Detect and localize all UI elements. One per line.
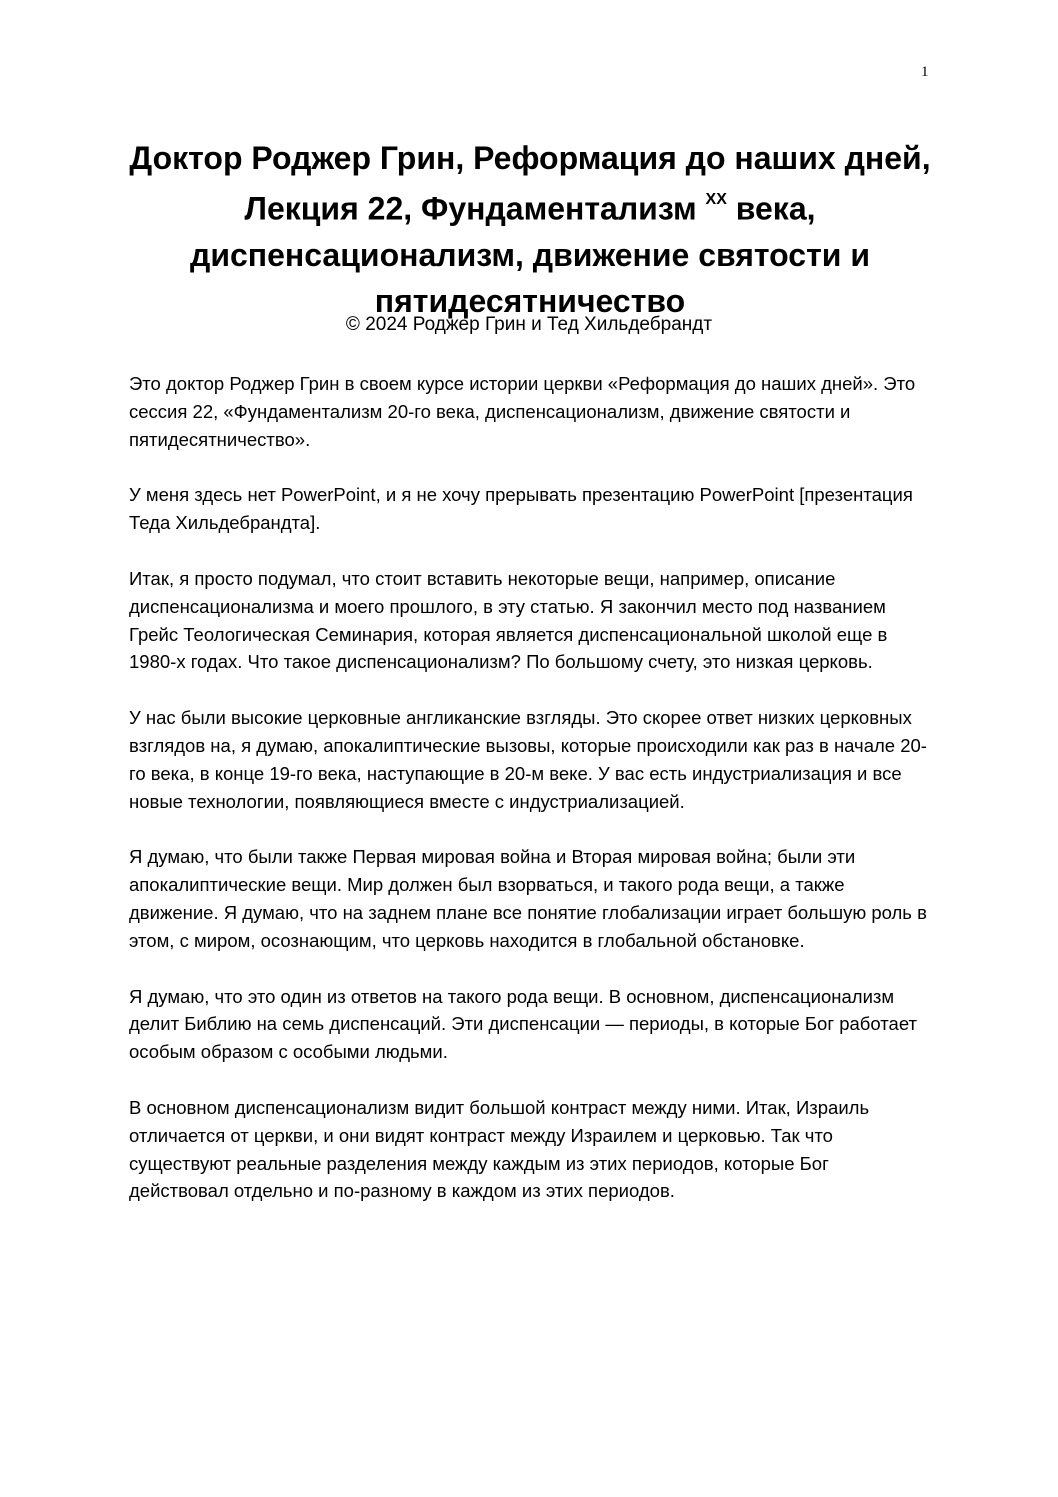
document-title (110, 135, 950, 324)
paragraph: Я думаю, что были также Первая мировая война и Вторая мировая война; были эти апокалиптические вещи. Мир должен был взорваться, и такого рода вещи, а также движение. Я думаю, что на заднем плане все понятие глобализации играет большую роль в этом, с миром, осознающим, что церковь находится в глобальной обстановке. (129, 846, 927, 951)
title-text-part1: Доктор Роджер Грин, Реформация до наших дней, Лекция 22, Фундаментализм (129, 140, 931, 227)
page-number: 1 (921, 64, 929, 80)
copyright-line: © 2024 Роджер Грин и Тед Хильдебрандт (345, 314, 713, 335)
paragraph: Итак, я просто подумал, что стоит вставить некоторые вещи, например, описание диспенсационализма и моего прошлого, в эту статью. Я закончил место под названием Грейс Теологическая Семинария, которая является диспенсациональной школой еще в 1980-х годах. Что такое диспенсационализм? По большому счету, это низкая церковь. (129, 567, 888, 673)
title-text-part2: века, диспенсационализм, движение святости и пятидесятничество (190, 190, 870, 319)
title-superscript: XX (705, 191, 727, 208)
paragraph: В основном диспенсационализм видит большой контраст между ними. Итак, Израиль отличается от церкви, и они видят контраст между Израилем и церковью. Так что существуют реальные разделения между каждым из этих периодов, которые Бог действовал отдельно и по-разному в каждом из этих периодов. (129, 1096, 870, 1202)
paragraph: У меня здесь нет PowerPoint, и я не хочу прерывать презентацию PowerPoint [презентация Теда Хильдебрандта]. (129, 484, 913, 534)
paragraph: Это доктор Роджер Грин в своем курсе истории церкви «Реформация до наших дней». Это сессия 22, «Фундаментализм 20-го века, диспенсационализм, движение святости и пятидесятничество». (129, 373, 916, 450)
document-body (129, 370, 929, 1233)
paragraph: Я думаю, что это один из ответов на такого рода вещи. В основном, диспенсационализм делит Библию на семь диспенсаций. Эти диспенсации — периоды, в которые Бог работает особым образом с особыми людьми. (129, 985, 917, 1063)
paragraph: У нас были высокие церковные англиканские взгляды. Это скорее ответ низких церковных взглядов на, я думаю, апокалиптические вызовы, которые происходили как раз в начале 20-го века, в конце 19-го века, наступающие в 20-м веке. У вас есть индустриализация и все новые технологии, появляющиеся вместе с индустриализацией. (129, 707, 927, 812)
